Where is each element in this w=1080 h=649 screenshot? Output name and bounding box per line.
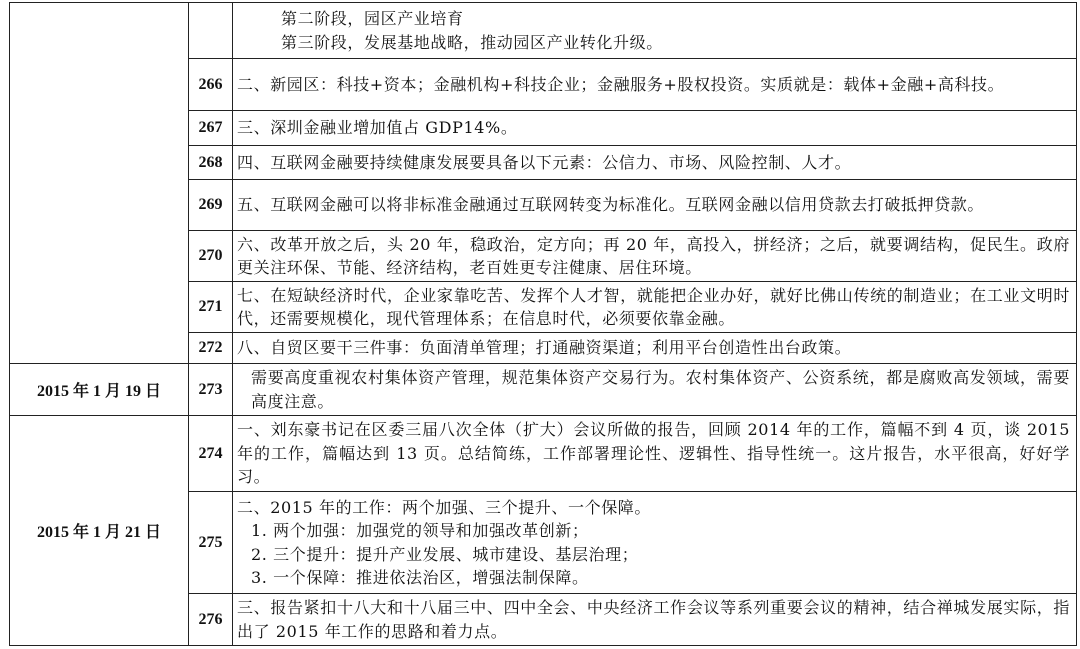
- item-text: 六、改革开放之后，头 20 年，稳政治，定方向；再 20 年，高投入，拼经济；之后，就要调结构，促民生。政府更关注环保、节能、经济结构，老百姓更专注健康、居住环境。: [233, 231, 1077, 282]
- item-number: 275: [189, 492, 233, 594]
- item-number: 273: [189, 364, 233, 416]
- item-number: 270: [189, 231, 233, 282]
- item-number: 271: [189, 282, 233, 333]
- item-number: 276: [189, 594, 233, 646]
- table-row: [10, 3, 1077, 59]
- item-number: 272: [189, 333, 233, 364]
- item-number: 268: [189, 146, 233, 180]
- item-number: [189, 3, 233, 59]
- item-number: 274: [189, 416, 233, 492]
- record-table: [9, 2, 1077, 646]
- item-number: 269: [189, 180, 233, 231]
- item-text: 七、在短缺经济时代，企业家靠吃苦、发挥个人才智，就能把企业办好，就好比佛山传统的制造业；在工业文明时代，还需要规模化，现代管理体系；在信息时代，必须要依靠金融。: [233, 282, 1077, 333]
- item-text: 五、互联网金融可以将非标准金融通过互联网转变为标准化。互联网金融以信用贷款去打破抵押贷款。: [233, 180, 1077, 231]
- table-row: [10, 364, 1077, 416]
- item-text: 八、自贸区要干三件事：负面清单管理；打通融资渠道；利用平台创造性出台政策。: [233, 333, 1077, 364]
- item-text: 第二阶段，园区产业培育 第三阶段，发展基地战略，推动园区产业转化升级。: [233, 3, 1077, 59]
- date-cell: [10, 3, 189, 364]
- item-text: 二、2015 年的工作：两个加强、三个提升、一个保障。 1. 两个加强：加强党的领导和加强改革创新； 2. 三个提升：提升产业发展、城市建设、基层治理； 3. 一个保障：推进依法治区，增强法制保障。: [233, 492, 1077, 594]
- item-text: 需要高度重视农村集体资产管理，规范集体资产交易行为。农村集体资产、公资系统，都是腐败高发领域，需要高度注意。: [233, 364, 1077, 416]
- table-row: [10, 416, 1077, 492]
- date-cell: 2015 年 1 月 21 日: [10, 416, 189, 646]
- item-text: 三、深圳金融业增加值占 GDP14%。: [233, 111, 1077, 146]
- item-text: 三、报告紧扣十八大和十八届三中、四中全会、中央经济工作会议等系列重要会议的精神，结合禅城发展实际，指出了 2015 年工作的思路和着力点。: [233, 594, 1077, 646]
- item-number: 266: [189, 59, 233, 111]
- item-text: 四、互联网金融要持续健康发展要具备以下元素：公信力、市场、风险控制、人才。: [233, 146, 1077, 180]
- item-text: 二、新园区：科技+资本；金融机构+科技企业；金融服务+股权投资。实质就是：载体+金融+高科技。: [233, 59, 1077, 111]
- date-cell: 2015 年 1 月 19 日: [10, 364, 189, 416]
- item-text: 一、刘东豪书记在区委三届八次全体（扩大）会议所做的报告，回顾 2014 年的工作，篇幅不到 4 页，谈 2015 年的工作，篇幅达到 13 页。总结简练，工作部署理论性、逻辑性、指导性统一。这片报告，水平很高，好好学习。: [233, 416, 1077, 492]
- item-number: 267: [189, 111, 233, 146]
